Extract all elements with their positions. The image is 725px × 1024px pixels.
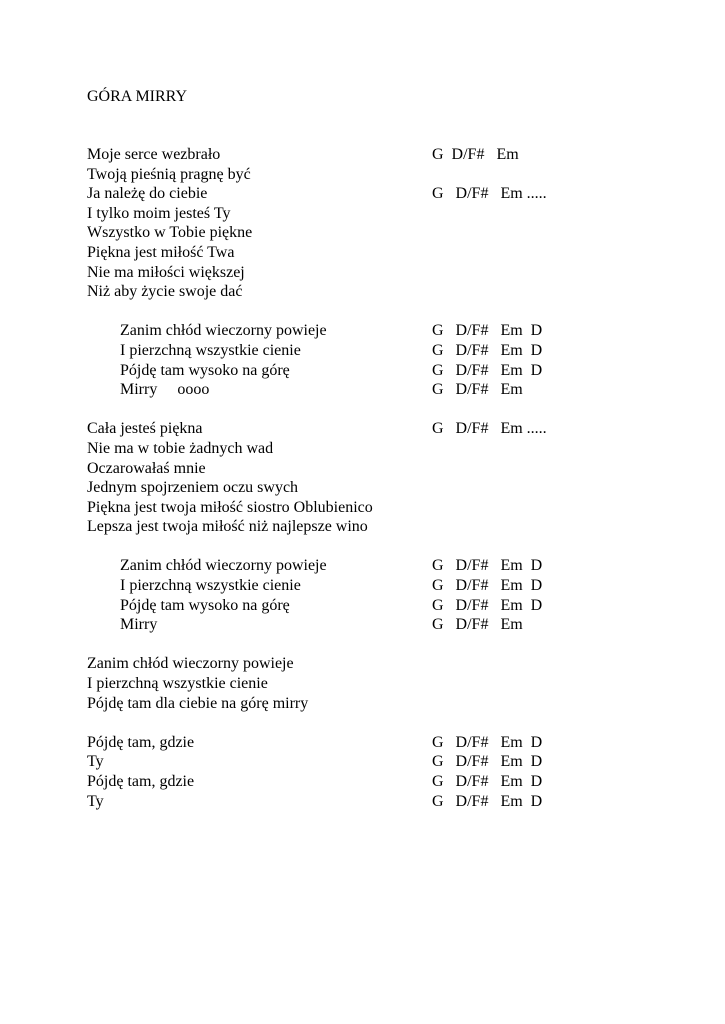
song-line [87,145,647,165]
lyric-text: Ty [87,753,104,771]
lyric-text: Ty [87,792,104,810]
lyric-text: Ja należę do ciebie [87,185,208,203]
song-line [87,419,647,439]
lyric-text: Lepsza jest twoja miłość niż najlepsze wino [87,518,368,536]
song-line [87,792,647,812]
song-line [87,517,647,537]
lyric-text: I pierzchną wszystkie cienie [120,577,301,595]
lyric-text: Zanim chłód wieczorny powieje [87,655,294,673]
song-line [87,341,647,361]
song-lyrics [87,145,647,811]
stanza-gap [87,302,647,322]
song-line [87,204,647,224]
chord-text: G D/F# Em D [432,773,543,790]
lyric-text: Jednym spojrzeniem oczu swych [87,479,299,497]
lyric-text: Niż aby życie swoje dać [87,283,243,301]
lyric-text: Cała jesteś piękna [87,420,203,438]
lyric-text: I pierzchną wszystkie cienie [120,341,301,359]
lyric-text: I tylko moim jesteś Ty [87,204,231,222]
song-line [87,478,647,498]
song-line [87,459,647,479]
song-line [87,654,647,674]
song-line [87,380,647,400]
chord-text: G D/F# Em D [432,753,543,771]
lyric-text: Piękna jest miłość Twa [87,243,235,261]
chord-text: G D/F# Em D [432,792,543,810]
song-line [87,694,647,714]
lyric-text: Pójdę tam wysoko na górę [120,596,290,614]
lyric-text: Moje serce wezbrało [87,146,221,163]
chord-text: G D/F# Em D [432,577,543,595]
lyric-text: Mirry oooo [120,381,210,399]
song-line [87,596,647,616]
song-line [87,282,647,302]
song-line [87,556,647,576]
chord-text: G D/F# Em D [432,596,543,614]
song-line [87,243,647,263]
lyric-text: I pierzchną wszystkie cienie [87,675,268,693]
stanza-gap [87,537,647,557]
lyric-text: Nie ma w tobie żadnych wad [87,439,274,457]
chord-text: G D/F# Em ..... [432,185,547,203]
lyric-text: Mirry [120,616,158,634]
lyric-text: Zanim chłód wieczorny powieje [120,557,327,575]
chord-text: G D/F# Em [432,381,523,399]
song-line [87,184,647,204]
stanza-gap [87,400,647,420]
lyric-text: Pójdę tam dla ciebie na górę mirry [87,694,309,712]
song-line [87,361,647,381]
chord-text: G D/F# Em D [432,322,543,340]
chord-text: G D/F# Em D [432,557,543,575]
chord-text: G D/F# Em D [432,341,543,359]
song-line [87,772,647,792]
song-line [87,263,647,283]
chord-text: G D/F# Em D [432,733,543,751]
chord-text: G D/F# Em [432,616,523,634]
stanza-gap [87,713,647,733]
chord-text: G D/F# Em [432,146,519,163]
lyric-text: Wszystko w Tobie piękne [87,224,253,242]
chord-text: G D/F# Em D [432,361,543,379]
stanza-gap [87,635,647,655]
song-line [87,752,647,772]
chord-text: G D/F# Em ..... [432,420,547,438]
lyric-text: Twoją pieśnią pragnę być [87,165,251,183]
lyric-text: Pójdę tam, gdzie [87,773,195,790]
song-line [87,223,647,243]
song-title: GÓRA MIRRY [87,88,188,105]
lyric-text: Zanim chłód wieczorny powieje [120,322,327,340]
song-line [87,165,647,185]
lyric-text: Pójdę tam wysoko na górę [120,361,290,379]
song-line [87,674,647,694]
lyric-text: Pójdę tam, gdzie [87,733,195,751]
lyric-text: Oczarowałaś mnie [87,459,206,477]
song-line [87,321,647,341]
song-line [87,498,647,518]
song-line [87,576,647,596]
lyric-text: Nie ma miłości większej [87,263,245,281]
song-line [87,439,647,459]
song-line [87,733,647,753]
lyric-text: Piękna jest twoja miłość siostro Oblubienico [87,498,373,516]
song-line [87,615,647,635]
